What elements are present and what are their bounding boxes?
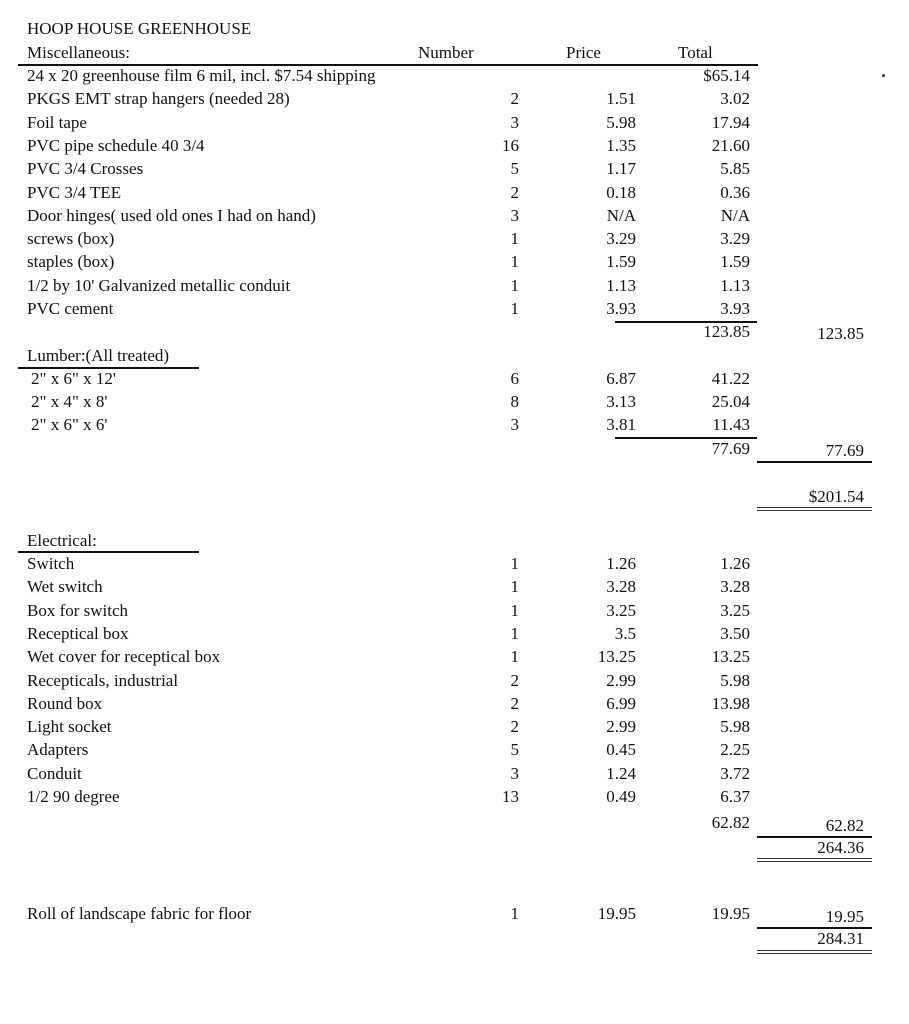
electrical-subtotal: 62.82 bbox=[711, 813, 750, 832]
item-total: 3.28 bbox=[720, 577, 750, 597]
item-price: 3.81 bbox=[606, 415, 636, 434]
item-number: 1 bbox=[510, 577, 519, 597]
item-total: 5.98 bbox=[720, 717, 750, 737]
item-number: 1 bbox=[510, 299, 519, 318]
item-number: 1 bbox=[510, 554, 519, 573]
item-desc: Wet cover for receptical box bbox=[27, 647, 221, 667]
item-total: 3.29 bbox=[720, 229, 750, 249]
item-desc: staples (box) bbox=[27, 252, 115, 272]
lumber-carried-total: 77.69 bbox=[825, 441, 864, 460]
section-heading-miscellaneous: Miscellaneous: bbox=[27, 43, 130, 62]
item-price: 0.49 bbox=[606, 787, 636, 806]
item-desc: 1/2 by 10' Galvanized metallic conduit bbox=[27, 275, 291, 295]
lumber-subtotal: 77.69 bbox=[711, 439, 750, 458]
item-total: 2.25 bbox=[720, 740, 750, 760]
item-desc: PVC cement bbox=[27, 299, 114, 318]
item-price: 3.25 bbox=[606, 600, 636, 620]
item-desc: Round box bbox=[27, 693, 103, 713]
fabric-price: 19.95 bbox=[597, 904, 636, 923]
item-desc: PVC pipe schedule 40 3/4 bbox=[27, 135, 205, 155]
electrical-carried-total: 62.82 bbox=[825, 816, 864, 835]
item-desc: screws (box) bbox=[27, 229, 115, 249]
item-price: 5.98 bbox=[606, 112, 636, 132]
item-number: 3 bbox=[510, 763, 519, 783]
column-header-number: Number bbox=[418, 43, 474, 62]
item-desc: Door hinges( used old ones I had on hand) bbox=[27, 205, 316, 225]
item-price: 0.18 bbox=[606, 182, 636, 202]
item-number: 2 bbox=[510, 89, 519, 109]
item-number: 2 bbox=[510, 693, 519, 713]
item-price: 3.28 bbox=[606, 577, 636, 597]
sheet-title: HOOP HOUSE GREENHOUSE bbox=[27, 19, 252, 38]
item-desc: Box for switch bbox=[27, 600, 129, 620]
item-number: 5 bbox=[510, 740, 519, 760]
item-number: 13 bbox=[502, 787, 519, 806]
item-total: 3.02 bbox=[720, 89, 750, 109]
item-total: 13.98 bbox=[711, 693, 750, 713]
item-desc: 1/2 90 degree bbox=[27, 787, 120, 806]
item-total: $65.14 bbox=[703, 66, 750, 85]
item-desc: Adapters bbox=[27, 740, 89, 760]
item-desc: Receptical box bbox=[27, 623, 129, 643]
item-total: 3.72 bbox=[720, 763, 750, 783]
item-desc: Switch bbox=[27, 554, 75, 573]
grand-total-double-rule bbox=[757, 950, 872, 954]
item-total: 3.25 bbox=[720, 600, 750, 620]
item-desc: PVC 3/4 Crosses bbox=[27, 159, 144, 179]
item-total: 1.59 bbox=[720, 252, 750, 272]
item-price: N/A bbox=[606, 205, 636, 225]
item-desc: Foil tape bbox=[27, 112, 87, 132]
item-total: 3.93 bbox=[720, 299, 750, 318]
section-heading-electrical: Electrical: bbox=[27, 531, 97, 550]
item-number: 1 bbox=[510, 229, 519, 249]
misc-subtotal: 123.85 bbox=[703, 322, 750, 341]
fabric-number: 1 bbox=[510, 904, 519, 923]
item-desc: Wet switch bbox=[27, 577, 103, 597]
item-number: 2 bbox=[510, 182, 519, 202]
item-number: 3 bbox=[510, 205, 519, 225]
item-price: 2.99 bbox=[606, 670, 636, 690]
item-desc: 2" x 6" x 6' bbox=[31, 415, 108, 434]
item-number: 3 bbox=[510, 415, 519, 434]
fabric-desc: Roll of landscape fabric for floor bbox=[27, 904, 252, 923]
item-total: 6.37 bbox=[720, 787, 750, 806]
fabric-total: 19.95 bbox=[711, 904, 750, 923]
item-total: 41.22 bbox=[711, 369, 750, 388]
item-number: 2 bbox=[510, 717, 519, 737]
item-price: 1.35 bbox=[606, 135, 636, 155]
item-number: 1 bbox=[510, 623, 519, 643]
item-total: 3.50 bbox=[720, 623, 750, 643]
item-price: 1.17 bbox=[606, 159, 636, 179]
item-desc: 24 x 20 greenhouse film 6 mil, incl. $7.54 shipping bbox=[27, 66, 376, 85]
item-number: 3 bbox=[510, 112, 519, 132]
fabric-carried-total: 19.95 bbox=[825, 907, 864, 926]
item-desc: 2" x 4" x 8' bbox=[31, 392, 108, 411]
item-total: 25.04 bbox=[711, 392, 750, 411]
item-desc: 2" x 6" x 12' bbox=[31, 369, 116, 388]
running-total-1-double-rule bbox=[757, 507, 872, 511]
item-total: 5.98 bbox=[720, 670, 750, 690]
item-total: 5.85 bbox=[720, 159, 750, 179]
item-price: 1.26 bbox=[606, 554, 636, 573]
item-number: 2 bbox=[510, 670, 519, 690]
column-header-price: Price bbox=[566, 43, 601, 62]
running-total-1: $201.54 bbox=[808, 487, 864, 506]
item-price: 1.59 bbox=[606, 252, 636, 272]
item-price: 13.25 bbox=[597, 647, 636, 667]
grand-total: 284.31 bbox=[817, 929, 864, 948]
lumber-carried-rule bbox=[757, 461, 872, 463]
item-price: 6.87 bbox=[606, 369, 636, 388]
item-number: 8 bbox=[510, 392, 519, 411]
item-total: 13.25 bbox=[711, 647, 750, 667]
misc-carried-total: 123.85 bbox=[817, 324, 864, 343]
item-number: 1 bbox=[510, 647, 519, 667]
item-desc: PKGS EMT strap hangers (needed 28) bbox=[27, 89, 290, 109]
item-desc: Recepticals, industrial bbox=[27, 670, 179, 690]
item-number: 1 bbox=[510, 252, 519, 272]
item-number: 6 bbox=[510, 369, 519, 388]
item-price: 1.24 bbox=[606, 763, 636, 783]
item-total: 21.60 bbox=[711, 135, 750, 155]
item-desc: Conduit bbox=[27, 763, 82, 783]
column-header-total: Total bbox=[678, 43, 713, 62]
electrical-heading-rule bbox=[18, 551, 199, 553]
item-total: 11.43 bbox=[712, 415, 750, 434]
item-total: 17.94 bbox=[711, 112, 750, 132]
running-total-2: 264.36 bbox=[817, 838, 864, 857]
item-price: 1.13 bbox=[606, 275, 636, 295]
item-number: 1 bbox=[510, 600, 519, 620]
item-price: 3.93 bbox=[606, 299, 636, 318]
item-price: 2.99 bbox=[606, 717, 636, 737]
item-total: 1.13 bbox=[720, 275, 750, 295]
item-total: 0.36 bbox=[720, 182, 750, 202]
running-total-2-double-rule bbox=[757, 858, 872, 862]
item-desc: Light socket bbox=[27, 717, 112, 737]
item-price: 3.29 bbox=[606, 229, 636, 249]
item-number: 16 bbox=[502, 135, 519, 155]
item-price: 3.13 bbox=[606, 392, 636, 411]
item-number: 5 bbox=[510, 159, 519, 179]
item-total: 1.26 bbox=[720, 554, 750, 573]
section-heading-lumber: Lumber:(All treated) bbox=[27, 346, 170, 365]
item-total: N/A bbox=[720, 205, 750, 225]
item-price: 1.51 bbox=[606, 89, 636, 109]
item-desc: PVC 3/4 TEE bbox=[27, 182, 122, 202]
item-price: 0.45 bbox=[606, 740, 636, 760]
item-number: 1 bbox=[510, 275, 519, 295]
scan-speck bbox=[882, 74, 885, 77]
item-price: 3.5 bbox=[614, 623, 636, 643]
item-price: 6.99 bbox=[606, 693, 636, 713]
